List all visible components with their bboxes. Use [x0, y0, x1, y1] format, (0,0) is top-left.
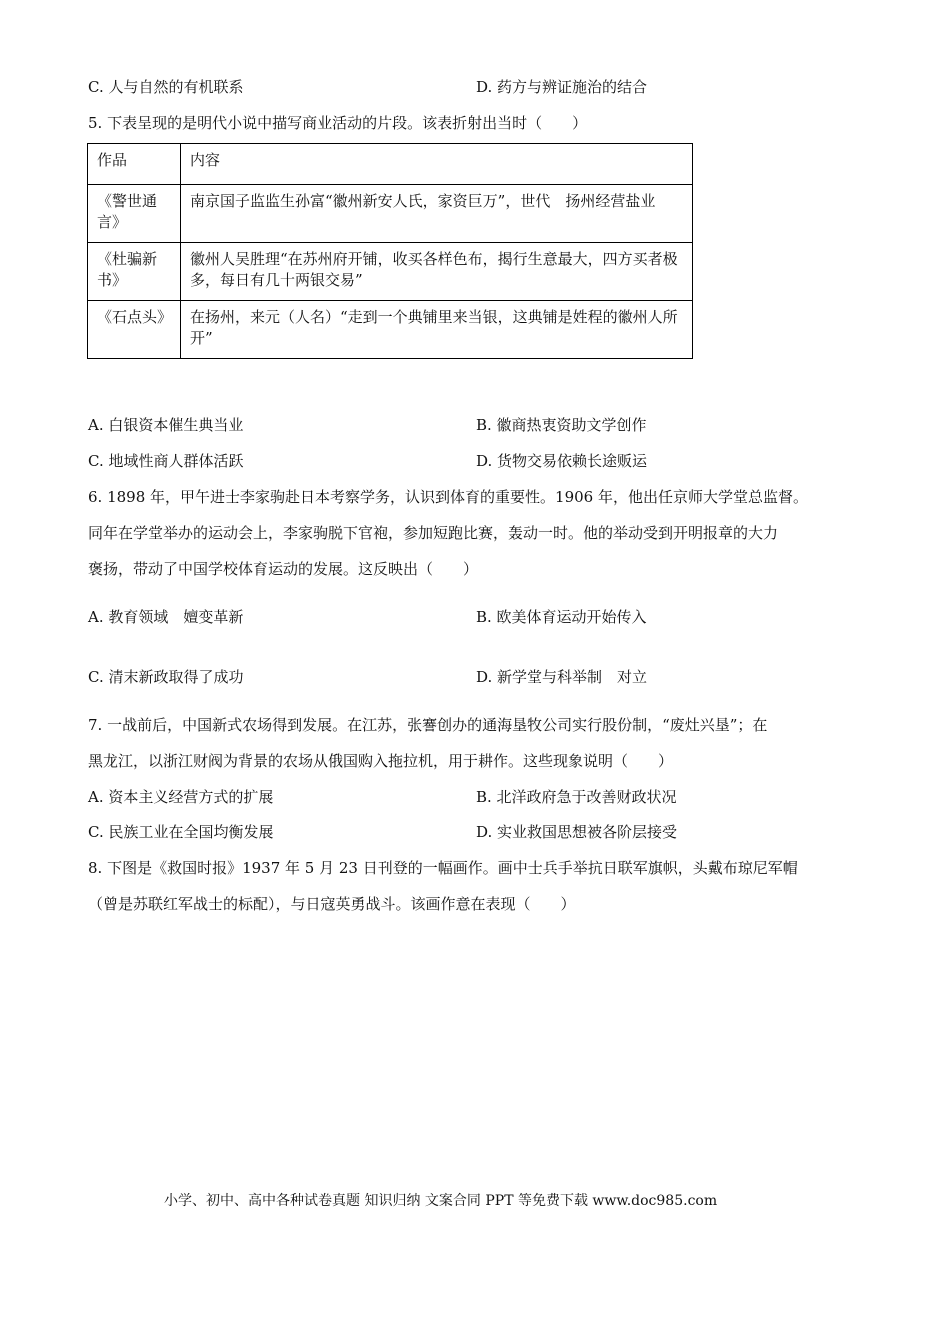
q8-stem-line-1: 8. 下图是《救国时报》1937 年 5 月 23 日刊登的一幅画作。画中士兵手举抗日联军旗帜，头戴布琼尼军帽	[88, 859, 798, 877]
q7-option-a: A. 资本主义经营方式的扩展	[88, 788, 274, 806]
page-footer: 小学、初中、高中各种试卷真题 知识归纳 文案合同 PPT 等免费下载 www.doc985.com	[164, 1193, 718, 1209]
table-cell-work: 《杜骗新书》	[88, 243, 181, 301]
q5-stem: 5. 下表呈现的是明代小说中描写商业活动的片段。该表折射出当时（ ）	[88, 114, 588, 132]
q6-stem-line-3: 褒扬，带动了中国学校体育运动的发展。这反映出（ ）	[88, 560, 479, 578]
table-cell-work: 《石点头》	[88, 301, 181, 359]
q7-stem-line-2: 黑龙江，以浙江财阀为背景的农场从俄国购入拖拉机，用于耕作。这些现象说明（ ）	[88, 752, 674, 770]
q6-stem-line-1: 6. 1898 年，甲午进士李家驹赴日本考察学务，认识到体育的重要性。1906 年，他出任京师大学堂总监督。	[88, 488, 808, 506]
table-row	[88, 243, 693, 301]
q5-option-c: C. 地域性商人群体活跃	[88, 452, 244, 470]
q5-option-d: D. 货物交易依赖长途贩运	[476, 452, 648, 470]
q5-option-a: A. 白银资本催生典当业	[88, 416, 244, 434]
q7-option-d: D. 实业救国思想被各阶层接受	[476, 823, 678, 841]
table-cell-content: 在扬州，来元（人名）“走到一个典铺里来当银，这典铺是姓程的徽州人所开”	[181, 301, 693, 359]
table-row	[88, 185, 693, 243]
table-header-work: 作品	[88, 144, 181, 185]
table-cell-work: 《警世通言》	[88, 185, 181, 243]
q7-stem-line-1: 7. 一战前后，中国新式农场得到发展。在江苏，张謇创办的通海垦牧公司实行股份制，“废灶兴垦”；在	[88, 716, 768, 734]
table-cell-content: 南京国子监监生孙富“徽州新安人氏，家资巨万”，世代 扬州经营盐业	[181, 185, 693, 243]
q6-option-c: C. 清末新政取得了成功	[88, 668, 244, 686]
q6-option-a: A. 教育领域 嬗变革新	[88, 608, 244, 626]
q6-stem-line-2: 同年在学堂举办的运动会上，李家驹脱下官袍，参加短跑比赛，轰动一时。他的举动受到开明报章的大力	[88, 524, 779, 542]
q6-option-d: D. 新学堂与科举制 对立	[476, 668, 648, 686]
q8-stem-line-2: （曾是苏联红军战士的标配），与日寇英勇战斗。该画作意在表现（ ）	[88, 895, 576, 913]
q5-table	[87, 143, 693, 359]
table-header-row	[88, 144, 693, 185]
q4-option-d: D. 药方与辨证施治的结合	[476, 78, 648, 96]
table-row	[88, 301, 693, 359]
q7-option-c: C. 民族工业在全国均衡发展	[88, 823, 274, 841]
table-cell-content: 徽州人吴胜理“在苏州府开铺，收买各样色布，揭行生意最大，四方买者极多，每日有几十两银交易”	[181, 243, 693, 301]
q6-option-b: B. 欧美体育运动开始传入	[476, 608, 647, 626]
q4-option-c: C. 人与自然的有机联系	[88, 78, 244, 96]
q5-option-b: B. 徽商热衷资助文学创作	[476, 416, 647, 434]
q7-option-b: B. 北洋政府急于改善财政状况	[476, 788, 677, 806]
table-header-content: 内容	[181, 144, 693, 185]
